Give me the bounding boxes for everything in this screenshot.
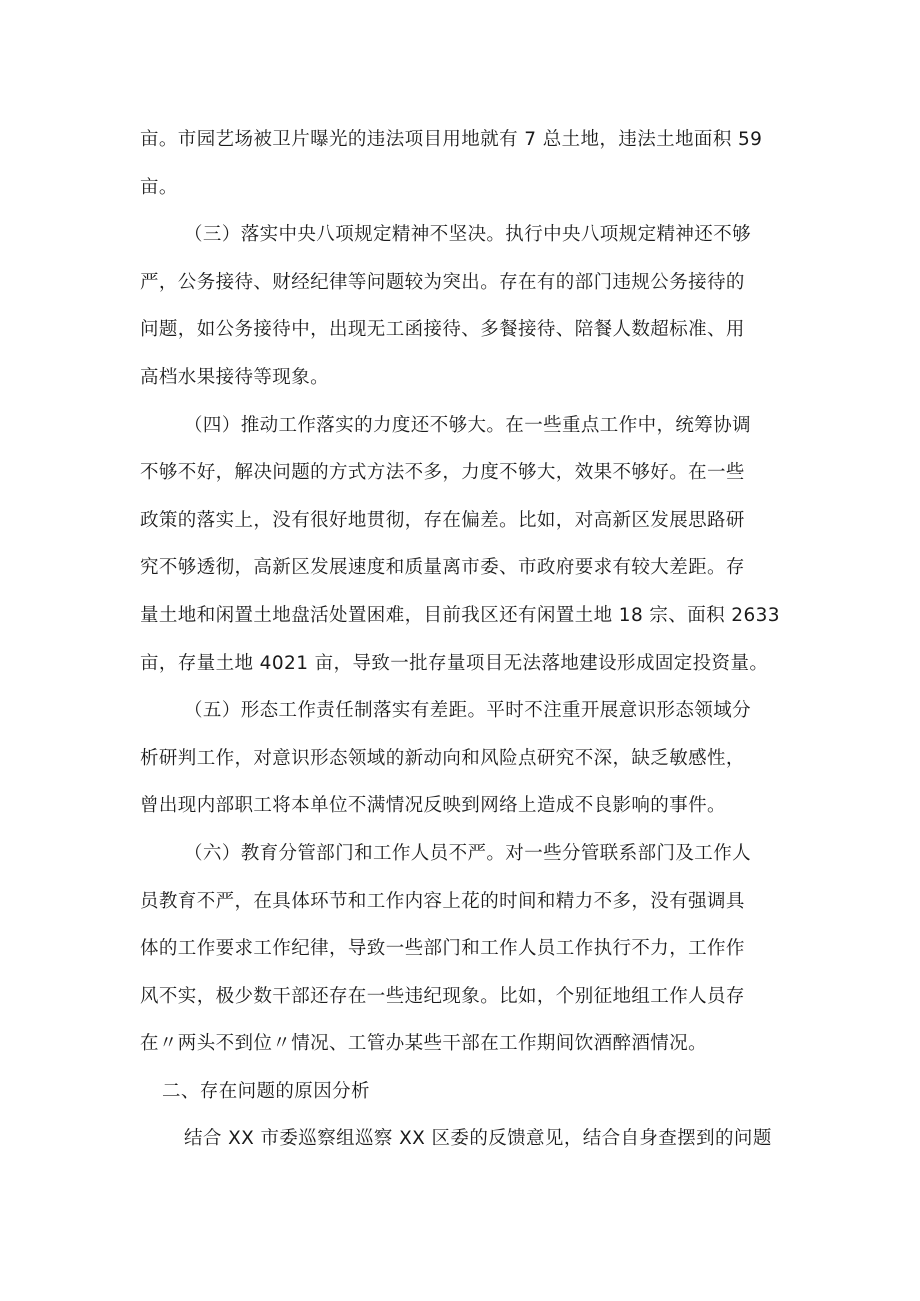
text-line: 亩，存量土地 4021 亩，导致一批存量项目无法落地建设形成固定投资量。 [140, 652, 769, 674]
paragraph-implementation [140, 402, 790, 688]
text-line: 政策的落实上，没有很好地贯彻，存在偏差。比如，对高新区发展思路研 [140, 509, 745, 531]
text-line: 高档水果接待等现象。 [140, 366, 330, 388]
text-line: 员教育不严，在具体环节和工作内容上花的时间和精力不多，没有强调具 [140, 890, 745, 912]
text-line: 究不够透彻，高新区发展速度和质量离市委、市政府要求有较大差距。存 [140, 557, 745, 579]
text-line: 曾出现内部职工将本单位不满情况反映到网络上造成不良影响的事件。 [140, 795, 726, 817]
text-line: （四）推动工作落实的力度还不够大。在一些重点工作中，统筹协调 [184, 414, 752, 436]
heading-text: 二、存在问题的原因分析 [162, 1080, 370, 1102]
text-line: （五）形态工作责任制落实有差距。平时不注重开展意识形态领域分 [184, 700, 752, 722]
text-line: 量土地和闲置土地盘活处置困难，目前我区还有闲置土地 18 宗、面积 2633 [140, 604, 780, 626]
text-line: 体的工作要求工作纪律，导致一些部门和工作人员工作执行不力，工作作 [140, 938, 745, 960]
document-body [140, 116, 790, 1163]
text-line: 风不实，极少数干部还存在一些违纪现象。比如，个别征地组工作人员存 [140, 985, 745, 1007]
text-line: 问题，如公务接待中，出现无工函接待、多餐接待、陪餐人数超标准、用 [140, 319, 745, 341]
text-line: 亩。 [140, 176, 178, 198]
paragraph-cause-analysis [140, 1115, 790, 1163]
paragraph-land-continuation [140, 116, 790, 211]
paragraph-ideology [140, 687, 790, 830]
text-line: （三）落实中央八项规定精神不坚决。执行中央八项规定精神还不够 [184, 224, 752, 246]
section-heading [140, 1068, 790, 1116]
paragraph-education [140, 830, 790, 1068]
text-line: 严，公务接待、财经纪律等问题较为突出。存在有的部门违规公务接待的 [140, 271, 745, 293]
text-line: 亩。市园艺场被卫片曝光的违法项目用地就有 7 总土地，违法土地面积 59 [140, 129, 763, 150]
text-line: 不够不好，解决问题的方式方法不多，力度不够大，效果不够好。在一些 [140, 462, 745, 484]
text-line: 结合 XX 市委巡察组巡察 XX 区委的反馈意见，结合自身查摆到的问题 [184, 1128, 772, 1150]
paragraph-eight-rules [140, 211, 790, 401]
text-line: 在〃两头不到位〃情况、工管办某些干部在工作期间饮酒醉酒情况。 [140, 1033, 708, 1055]
text-line: （六）教育分管部门和工作人员不严。对一些分管联系部门及工作人 [184, 842, 752, 864]
text-line: 析研判工作，对意识形态领域的新动向和风险点研究不深，缺乏敏感性， [140, 747, 745, 769]
